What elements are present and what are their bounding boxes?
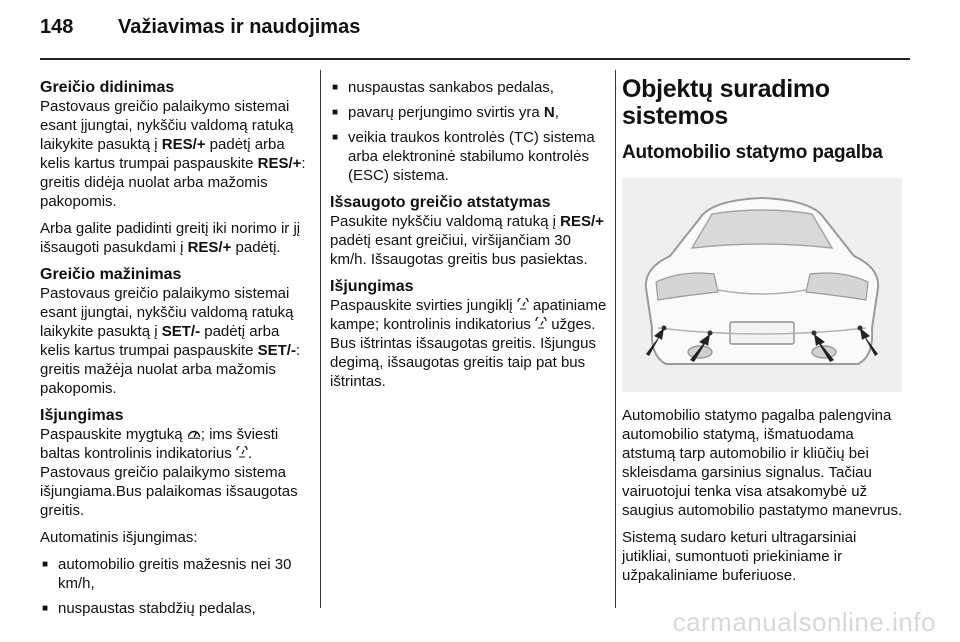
paragraph-increase-alt: Arba galite padidinti greitį iki norimo ir jį išsaugoti pasukdami į RES/+ padėtį. — [40, 220, 301, 256]
paragraph-off-note: Pastovaus greičio palaikymo sistema išjungiama.Bus palaikomas išsaugotas greitis. — [40, 464, 298, 519]
header-rule — [40, 58, 910, 60]
page-number: 148 — [40, 16, 74, 38]
column-1 — [40, 78, 308, 626]
list-item: ■ nuspaustas sankabos pedalas, — [330, 78, 610, 97]
paragraph-restore: Pasukite nykščiu valdomą ratuką į RES/+ padėtį esant greičiui, viršijančiam 30 km/h. Išsaugotas greitis bus pasiektas. — [330, 213, 604, 268]
heading-decrease: Greičio mažinimas — [40, 266, 182, 283]
heading-increase: Greičio didinimas — [40, 79, 175, 96]
section-title: Objektų suradimo sistemos — [622, 75, 830, 130]
paragraph-off: Paspauskite mygtuką ; ims šviesti baltas kontrolinis indikatorius . — [40, 426, 279, 462]
paragraph-auto-off: Automatinis išjungimas: — [40, 529, 198, 546]
speedometer-icon — [187, 425, 201, 444]
list-item: ■ nuspaustas stabdžių pedalas, — [40, 599, 308, 618]
list-item: ■ pavarų perjungimo svirtis yra N, — [330, 103, 610, 122]
auto-off-list-cont — [330, 78, 610, 185]
page-title: Važiavimas ir naudojimas — [118, 16, 361, 38]
cruise-indicator-icon — [535, 315, 547, 334]
list-item: ■ automobilio greitis mažesnis nei 30 km/h, — [40, 555, 308, 593]
column-divider — [320, 70, 321, 608]
paragraph-increase: Pastovaus greičio palaikymo sistemai esant įjungtai, nykščiu valdomą ratuką laikykite pasuktą į RES/+ padėtį arba kelis kartus trumpai paspauskite RES/+: greitis didėja nuolat arba mažomis pakopomis. — [40, 98, 306, 210]
heading-off: Išjungimas — [40, 407, 124, 424]
heading-restore: Išsaugoto greičio atstatymas — [330, 194, 551, 211]
page-header — [40, 16, 360, 39]
column-3 — [622, 76, 907, 593]
column-2 — [330, 78, 610, 399]
list-item: ■ veikia traukos kontrolės (TC) sistema arba elektroninė stabilumo kontrolės (ESC) sistema. — [330, 128, 610, 185]
heading-off-2: Išjungimas — [330, 278, 414, 295]
paragraph-off-2: Paspauskite svirties jungiklį apatiniame kampe; kontrolinis indikatorius užges. Bus ištrintas išsaugotas greitis. Išjungus degimą, išsaugotas greitis taip pat bus ištrintas. — [330, 297, 607, 390]
subsection-title: Automobilio statymo pagalba — [622, 142, 883, 163]
watermark: carmanualsonline.info — [672, 607, 936, 637]
paragraph-parking-1: Automobilio statymo pagalba palengvina automobilio statymą, išmatuodama atstumą tarp automobilio ir kliūčių bei skleisdama garsinius signalus. Tačiau vairuotojui tenka visa atsakomybė už saugius automobilio pastatymo manevrus. — [622, 407, 903, 519]
cruise-indicator-icon — [236, 444, 248, 463]
paragraph-parking-2: Sistemą sudaro keturi ultragarsiniai jutikliai, sumontuoti priekiniame ir užpakaliniame buferiuose. — [622, 529, 857, 584]
auto-off-list — [40, 555, 308, 618]
column-divider — [615, 70, 616, 608]
paragraph-decrease: Pastovaus greičio palaikymo sistemai esant įjungtai, nykščiu valdomą ratuką laikykite pasuktą į SET/- padėtį arba kelis kartus trumpai paspauskite SET/-: greitis mažėja nuolat arba mažomis pakopomis. — [40, 285, 301, 397]
cruise-indicator-icon — [517, 296, 529, 315]
car-rear-illustration — [622, 178, 902, 392]
